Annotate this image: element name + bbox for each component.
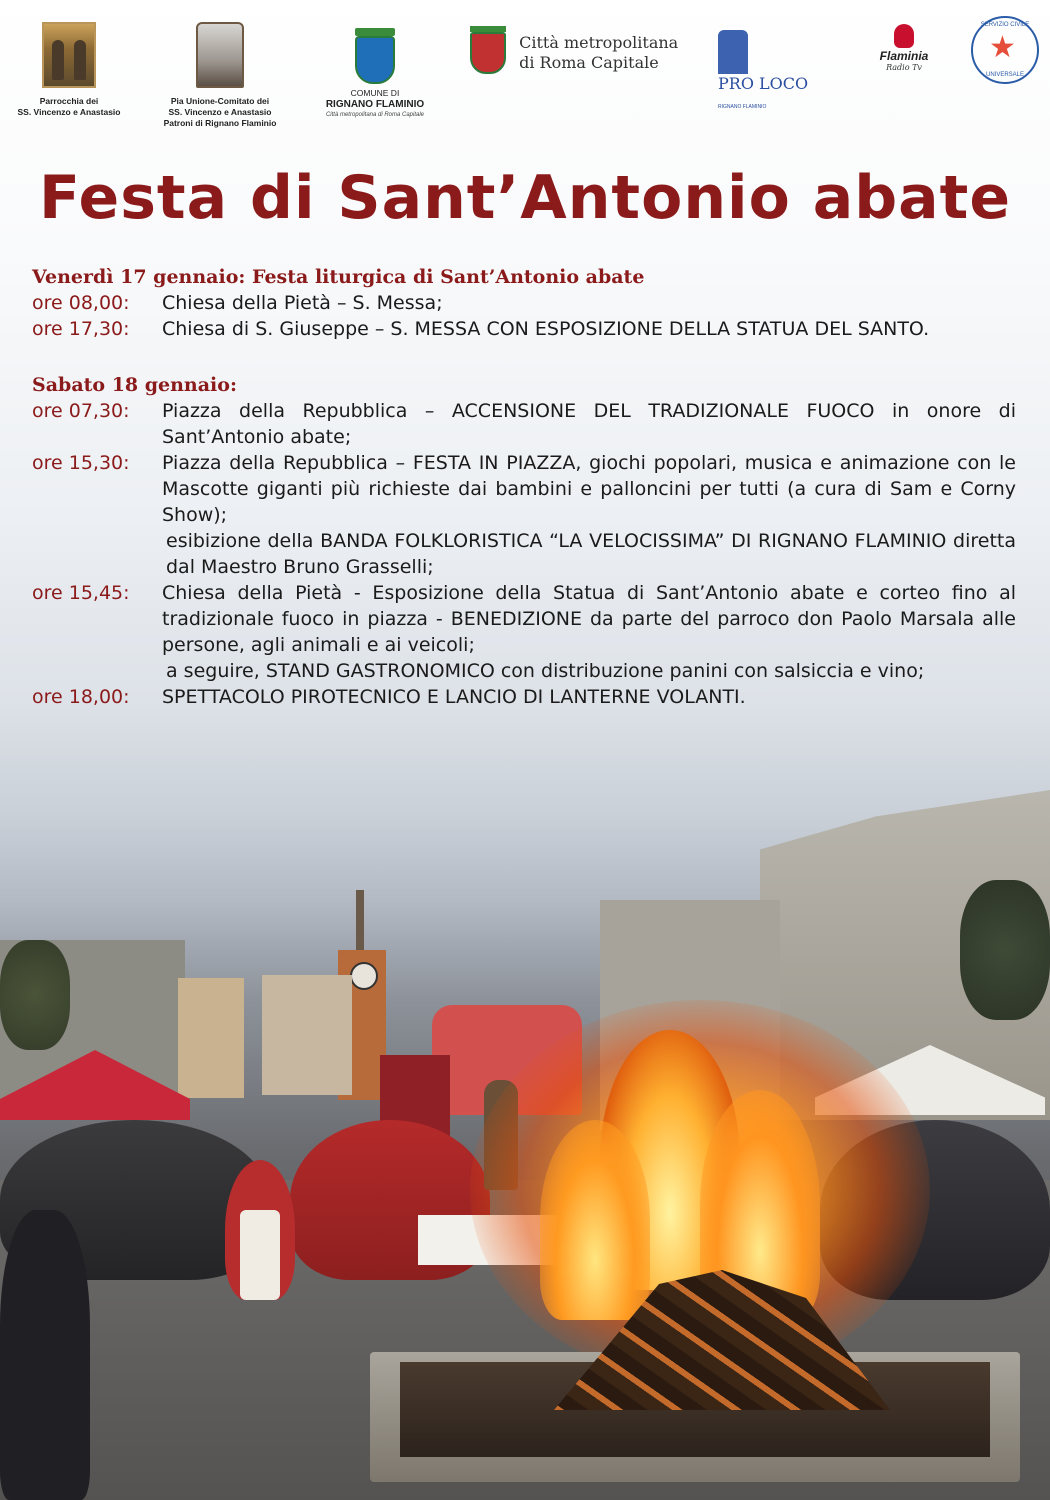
citta-line1: Città metropolitana	[519, 33, 679, 52]
comune-label: COMUNE DI	[350, 88, 400, 98]
parrocchia-logo	[14, 22, 124, 118]
event-time: ore 08,00:	[32, 292, 130, 314]
clock-icon	[350, 962, 378, 990]
citta-metropolitana-logo	[470, 32, 690, 74]
servizio-civile-emblem	[971, 16, 1039, 84]
citta-text	[519, 33, 678, 73]
star-icon: ★	[989, 30, 1016, 65]
citta-shield-icon	[470, 32, 506, 74]
servizio-top-text: SERVIZIO CIVILE	[980, 22, 1030, 28]
event-row	[32, 450, 1016, 580]
tower-spire	[356, 890, 364, 950]
event-text: Chiesa della Pietà - Esposizione della Statua di Sant’Antonio abate e corteo fino al tradizionale fuoco in piazza - BENEDIZIONE da parte del parroco don Paolo Marsala alle persone, agli animali e ai veicoli;	[162, 582, 1016, 656]
proloco-subtitle: RIGNANO FLAMINIO	[718, 104, 767, 110]
sponsor-logos	[0, 0, 1050, 140]
microphone-icon	[894, 24, 914, 48]
event-extra-text: a seguire, STAND GASTRONOMICO con distribuzione panini con salsiccia e vino;	[166, 660, 925, 682]
flaminia-subtitle: Radio Tv	[886, 63, 922, 72]
event-row	[32, 684, 1016, 710]
day-heading: Sabato 18 gennaio:	[32, 374, 237, 396]
servizio-bottom-text: UNIVERSALE	[985, 72, 1024, 78]
event-time: ore 15,45:	[32, 582, 130, 604]
event-row	[32, 316, 1016, 342]
church-icon	[718, 30, 748, 74]
comune-name: RIGNANO FLAMINIO	[325, 99, 425, 110]
building-center	[262, 975, 352, 1095]
foreground-person	[0, 1210, 90, 1500]
comune-logo	[310, 28, 440, 119]
event-text: Piazza della Repubblica – ACCENSIONE DEL TRADIZIONALE FUOCO in onore di Sant’Antonio abate;	[162, 400, 1016, 448]
pia-unione-caption: Pia Unione-Comitato dei SS. Vincenzo e Anastasio Patroni di Rignano Flaminio	[163, 96, 277, 128]
poster-title: Festa di Sant’Antonio abate	[38, 163, 1012, 233]
comune-shield-icon	[355, 36, 395, 84]
comune-subtitle: Città metropolitana di Roma Capitale	[325, 112, 425, 118]
event-extra-text: esibizione della BANDA FOLKLORISTICA “LA VELOCISSIMA” DI RIGNANO FLAMINIO diretta dal Maestro Bruno Grasselli;	[166, 530, 1016, 578]
event-time: ore 18,00:	[32, 686, 130, 708]
event-text: Chiesa di S. Giuseppe – S. MESSA CON ESPOSIZIONE DELLA STATUA DEL SANTO.	[162, 318, 930, 340]
event-schedule	[32, 264, 1016, 710]
event-row	[32, 290, 1016, 316]
event-time: ore 17,30:	[32, 318, 130, 340]
day-heading: Venerdì 17 gennaio: Festa liturgica di Sant’Antonio abate	[32, 266, 645, 288]
white-robe-figure	[240, 1210, 280, 1300]
event-text: SPETTACOLO PIROTECNICO E LANCIO DI LANTERNE VOLANTI.	[162, 686, 746, 708]
event-row	[32, 580, 1016, 684]
flaminia-logo	[864, 24, 944, 72]
proloco-name: PRO LOCO	[718, 74, 809, 93]
servizio-civile-logo	[970, 16, 1040, 84]
pia-unione-logo	[150, 22, 290, 129]
event-text: Chiesa della Pietà – S. Messa;	[162, 292, 443, 314]
saints-painting-icon	[42, 22, 96, 88]
event-time: ore 07,30:	[32, 400, 130, 422]
flame-left	[540, 1120, 650, 1320]
building-left-yellow	[178, 978, 244, 1098]
citta-line2: di Roma Capitale	[519, 53, 659, 72]
event-row	[32, 398, 1016, 450]
tree-left	[0, 940, 70, 1050]
parrocchia-caption: Parrocchia dei SS. Vincenzo e Anastasio	[17, 96, 121, 117]
reliquary-icon	[196, 22, 244, 88]
event-text: Piazza della Repubblica – FESTA IN PIAZZA, giochi popolari, musica e animazione con le Mascotte giganti più richieste dai bambini e palloncini per tutti (a cura di Sam e Corny Show);	[162, 452, 1016, 526]
tree-right	[960, 880, 1050, 1020]
flaminia-name: Flaminia	[879, 49, 929, 63]
proloco-logo	[718, 30, 838, 112]
event-time: ore 15,30:	[32, 452, 130, 474]
